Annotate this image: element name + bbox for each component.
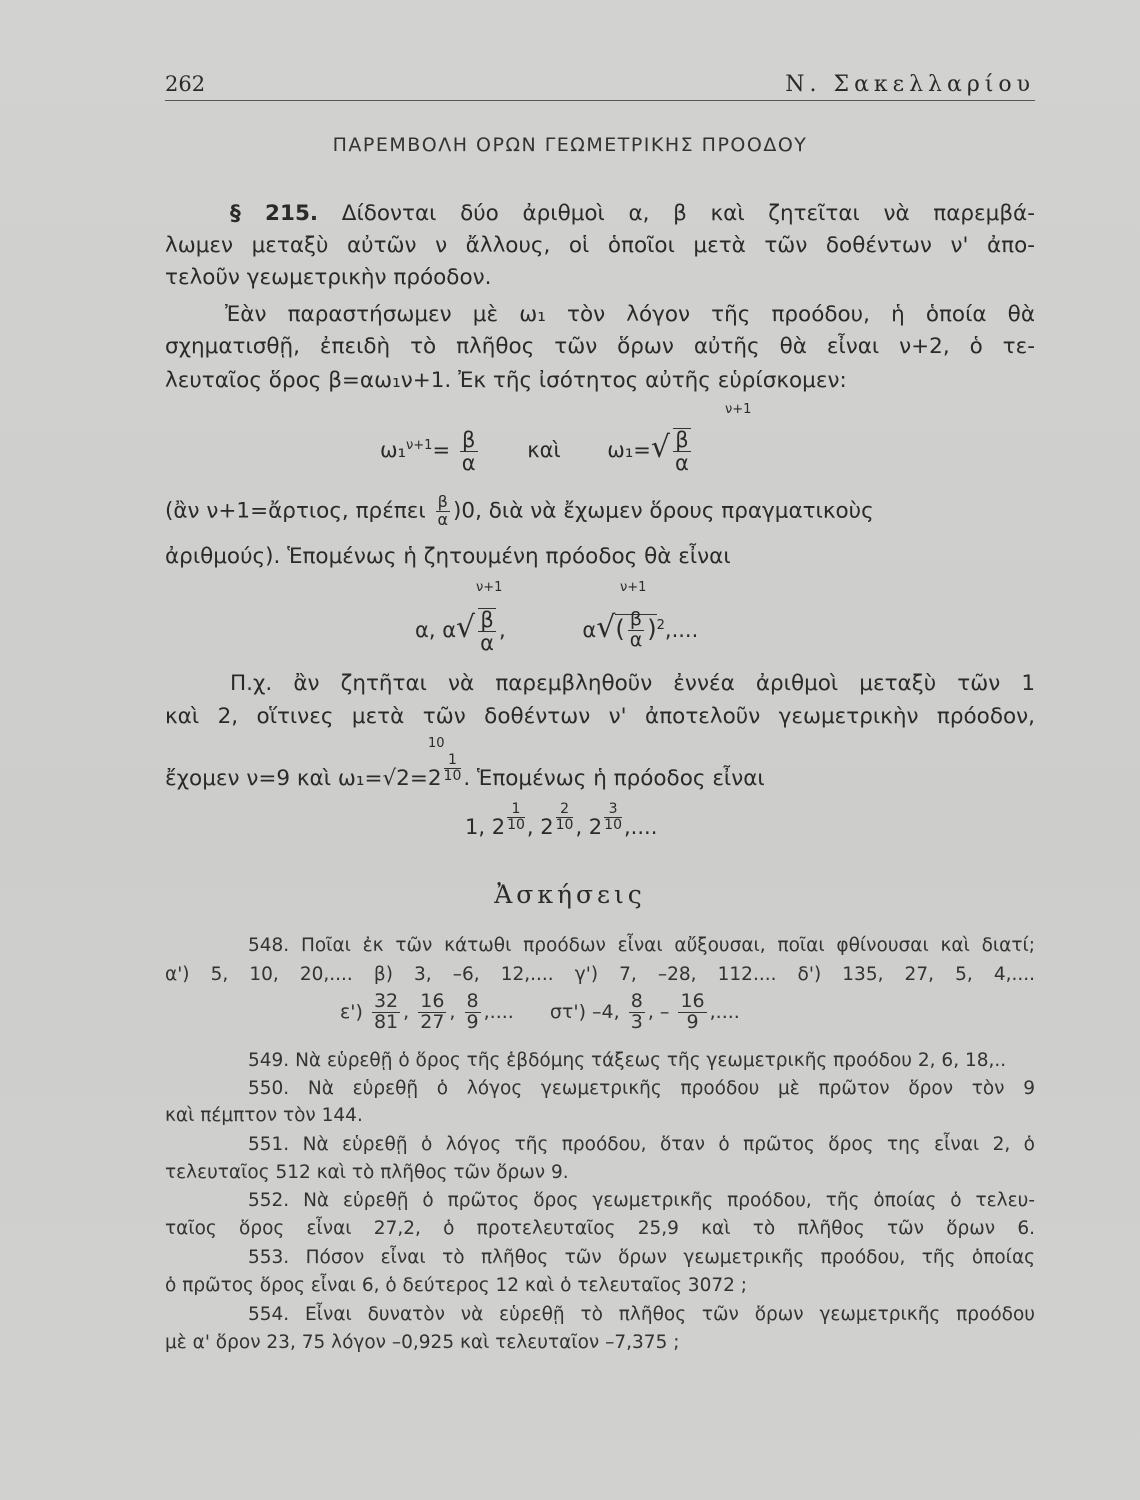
fraction-numerator: 2 [556,802,574,818]
fraction [678,992,706,1033]
running-head: Ν. Σακελλαρίου [785,72,1035,97]
fraction-denominator: α [461,450,476,475]
root-index: 10 [428,736,445,751]
exercise-line: α') 5, 10, 20,.... β) 3, –6, 12,.... γ') 7, –28, 112.... δ') 135, 27, 5, 4,.... [165,964,1035,985]
exercise-line: 550. Νὰ εὑρεθῇ ὁ λόγος γεωμετρικῆς προόδου μὲ πρῶτον ὅρον τὸν 9 [248,1078,1035,1099]
fraction [478,608,496,654]
exponent-fraction [556,802,574,834]
exercise-line: ὁ πρῶτος ὅρος εἶναι 6, ὁ δεύτερος 12 καὶ ὁ τελευταῖος 3072 ; [165,1275,748,1296]
root-index: ν+1 [620,580,647,595]
fraction-denominator: 27 [420,1010,445,1033]
condition-pre: (ἂν ν+1=ἄρτιος, πρέπει [165,498,426,524]
fraction-numerator: 1 [444,753,462,769]
fraction-denominator: 9 [686,1010,699,1033]
eq2-start: α, α [415,618,457,643]
exercise-line: μὲ α' ὅρον 23, 75 λόγον –0,925 καὶ τελευταῖον –7,375 ; [165,1332,680,1353]
exercise-line: 549. Νὰ εὑρεθῇ ὁ ὅρος τῆς ἑβδόμης τάξεως τῆς γεωμετρικῆς προόδου 2, 6, 18,.. [248,1050,1007,1071]
exercise-line: 552. Νὰ εὑρεθῇ ὁ πρῶτος ὅρος γεωμετρικῆς προόδου, τῆς ὁποίας ὁ τελευ- [248,1190,1035,1211]
tail: ,.... [709,1000,740,1023]
tail: ,.... [483,1000,514,1023]
page-header [165,72,1035,101]
exponent-fraction [507,802,525,834]
paragraph-line: ἀριθμούς). Ἑπομένως ἡ ζητουμένη πρόοδος θὰ εἶναι [165,544,731,569]
fraction-denominator: α [480,631,495,656]
fraction-denominator: α [675,451,689,476]
fraction-denominator: 10 [555,817,574,834]
fraction [460,429,478,474]
fraction-numerator: 8 [630,990,643,1012]
eq-and: καὶ [527,438,561,463]
eq-exponent: ν+1 [406,438,433,454]
paragraph-line [230,200,1035,228]
exercise-line: 553. Πόσον εἶναι τὸ πλῆθος τῶν ὅρων γεωμετρικῆς προόδου, τῆς ὁποίας [248,1247,1035,1268]
page-number: 262 [165,72,206,96]
paragraph-line: σχηματισθῇ, ἐπειδὴ τὸ πλῆθος τῶν ὅρων αὐτῆς θὰ εἶναι ν+2, ὁ τε- [165,334,1035,359]
equation-ratio [380,428,694,474]
fraction [418,992,446,1033]
fraction [372,992,400,1033]
fraction-denominator: 10 [507,817,525,834]
paren-group: ( $\frac{\beta}{\alpha}$ ) [615,607,657,651]
section-heading: ΠΑΡΕΜΒΟΛΗ ΟΡΩΝ ΓΕΩΜΕΤΡΙΚΗΣ ΠΡΟΟΔΟΥ [332,134,808,156]
equation-progression: α, α√ $\frac{\beta}{\alpha}$ , α√( $\frac{\beta}{\alpha}$ )$^2$,.... [415,607,699,656]
fraction-denominator: 10 [443,768,462,785]
example-line: καὶ 2, οἵτινες μετὰ τῶν δοθέντων ν' ἀποτελοῦν γεωμετρικὴν πρόοδον, [165,704,1035,729]
progression-sep: , 2 [575,814,603,839]
progression-tail: ,.... [624,814,658,839]
progression-base: 1, 2 [465,814,506,839]
eq2-mid: α [582,618,597,643]
example-have-post: . Ἑπομένως ἡ πρόοδος εἶναι [463,765,765,791]
fraction-numerator: β [460,429,478,452]
progression-terms [465,801,658,844]
label-st: στ') [549,1000,586,1023]
example-have-pre: ἔχομεν ν=9 καὶ ω₁=√2=2 [165,765,442,791]
paragraph-line: τελοῦν γεωμετρικὴν πρόοδον. [165,265,492,290]
fraction-numerator: 1 [507,802,525,818]
fraction [673,428,691,474]
exponent-fraction [444,753,462,785]
eq-equals: = [432,438,451,463]
fraction-numerator: β [673,429,691,452]
exercises-title: Ἀσκήσεις [494,880,646,909]
fraction-denominator: 81 [373,1010,399,1033]
paragraph-number: § 215. [230,201,319,226]
st-pre: –4, [592,1000,620,1023]
exercise-line: καὶ πέμπτον τὸν 144. [165,1105,363,1126]
eq2-tail: ,.... [664,618,699,643]
fraction-numerator: 3 [604,802,622,818]
fraction-denominator: α [629,628,643,651]
paragraph-line: λευταῖος ὅρος β=αω₁ν+1. Ἐκ τῆς ἰσότητος αὐτῆς εὑρίσκομεν: [165,368,847,393]
exercise-line: ταῖος ὅρος εἶναι 27,2, ὁ προτελευταῖος 25,9 καὶ τὸ πλῆθος τῶν ὅρων 6. [165,1218,1035,1239]
eq-omega: ω₁ [380,438,407,463]
root-index: ν+1 [476,580,503,595]
exercise-line: 551. Νὰ εὑρεθῇ ὁ λόγος τῆς προόδου, ὅταν ὁ πρῶτος ὅρος της εἶναι 2, ὁ [248,1134,1035,1155]
fraction-denominator: 9 [466,1010,479,1033]
fraction-denominator: 10 [604,817,622,834]
exercise-line: τελευταῖος 512 καὶ τὸ πλῆθος τῶν ὅρων 9. [165,1162,569,1183]
radical-sign-icon: √ [596,610,616,646]
condition-line [165,494,1035,529]
fraction-numerator: 32 [373,990,399,1012]
progression-sep: , 2 [526,814,554,839]
fraction [628,607,645,651]
fraction-denominator: α [437,509,449,529]
fraction-numerator: 16 [420,990,445,1012]
radical-sign-icon: √ [456,610,476,646]
fraction-numerator: β [628,610,645,631]
exercise-line: ε') $\frac{32}{81}$ , $\frac{16}{27}$ , $\frac{8}{9}$ ,.... στ') –4, $\frac{8}{3}$ , – $\frac{16}{9}$ ,.... [340,990,740,1033]
exponent-fraction [604,802,622,834]
paragraph-line: Ἐὰν παραστήσωμεν μὲ ω₁ τὸν λόγον τῆς προόδου, ἡ ὁποία θὰ [225,302,1035,327]
fraction [629,992,645,1033]
exercise-line: 548. Ποῖαι ἐκ τῶν κάτωθι προόδων εἶναι αὔξουσαι, ποῖαι φθίνουσαι καὶ διατί; [248,935,1035,956]
root-index: ν+1 [725,402,752,417]
paragraph-text: Δίδονται δύο ἀριθμοὶ α, β καὶ ζητεῖται νὰ παρεμβά- [341,201,1035,226]
example-line: Π.χ. ἂν ζητῆται νὰ παρεμβληθοῦν ἐννέα ἀριθμοὶ μεταξὺ τῶν 1 [230,671,1035,696]
paragraph-line: λωμεν μεταξὺ αὐτῶν ν ἄλλους, οἱ ὁποῖοι μετὰ τῶν δοθέντων ν' ἀπο- [165,233,1035,258]
eq2-exponent: 2 [656,618,665,634]
exercise-line: 554. Εἶναι δυνατὸν νὰ εὑρεθῇ τὸ πλῆθος τῶν ὅρων γεωμετρικῆς προόδου [248,1304,1035,1325]
fraction [436,494,451,529]
condition-post: )0, διὰ νὰ ἔχωμεν ὅρους πραγματικοὺς [453,498,874,524]
fraction-numerator: β [478,609,496,632]
fraction [465,992,481,1033]
fraction-denominator: 3 [630,1010,643,1033]
eq-omega-root: ω₁= [607,438,651,463]
radical-sign-icon: √ [650,430,671,466]
example-line [165,752,765,795]
fraction-numerator: β [436,494,451,512]
label-e: ε') [340,1000,363,1023]
fraction-numerator: 8 [466,990,479,1012]
fraction-numerator: 16 [680,990,705,1012]
